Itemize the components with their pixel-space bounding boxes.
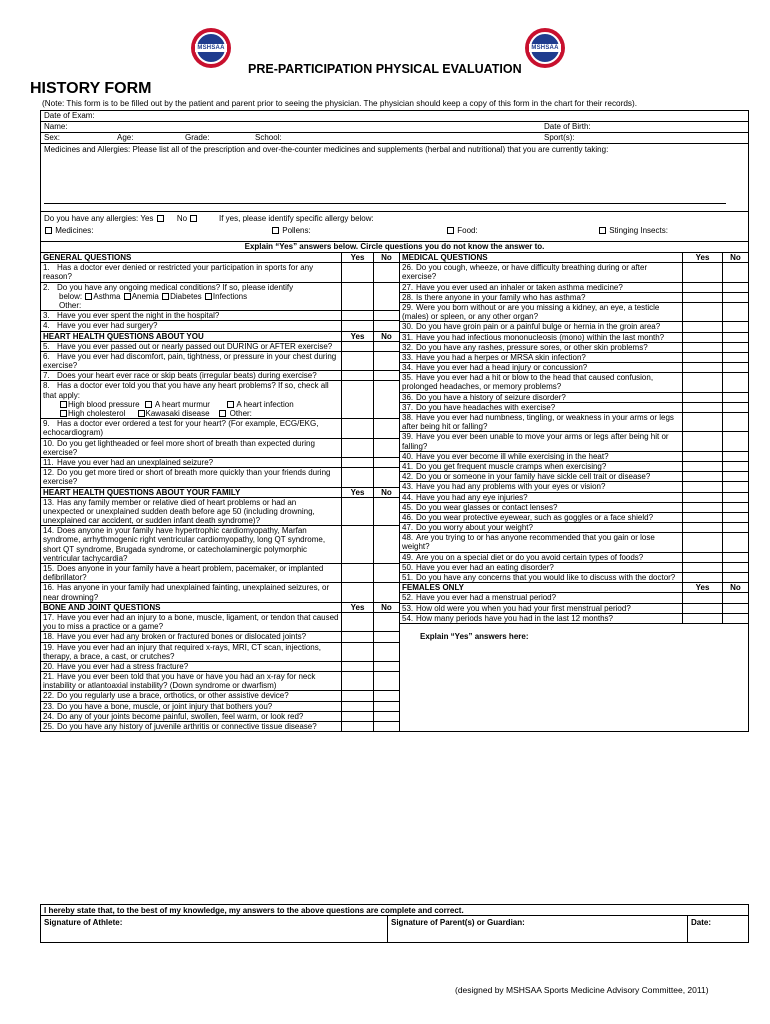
- yes-cell[interactable]: [341, 722, 373, 731]
- heart-infection-checkbox[interactable]: [227, 401, 234, 408]
- no-cell[interactable]: [722, 614, 748, 623]
- no-cell[interactable]: [722, 513, 748, 522]
- yes-cell[interactable]: [682, 482, 722, 491]
- question-row: 4. Have you ever had surgery?: [41, 321, 399, 331]
- no-cell[interactable]: [373, 419, 399, 437]
- yes-cell[interactable]: [341, 458, 373, 467]
- question-row: 38. Have you ever had numbness, tingling, or weakness in your arms or legs after being hit or falling?: [400, 413, 748, 432]
- no-cell[interactable]: [722, 462, 748, 471]
- no-cell[interactable]: [722, 432, 748, 450]
- question-row: 44. Have you had any eye injuries?: [400, 493, 748, 503]
- question-row: 21. Have you ever been told that you have or have you had an x-ray for neck instability or atlantoaxial instability? (Down syndrome or dwarfism): [41, 672, 399, 691]
- left-questions: [41, 253, 400, 731]
- question-row: 10. Do you get lightheaded or feel more short of breath than expected during exercise?: [41, 439, 399, 458]
- no-cell[interactable]: [373, 371, 399, 380]
- question-row: 53. How old were you when you had your first menstrual period?: [400, 604, 748, 614]
- yes-cell[interactable]: [341, 702, 373, 711]
- yes-cell[interactable]: [341, 419, 373, 437]
- food-checkbox[interactable]: [447, 227, 454, 234]
- question-row: 2. Do you have any ongoing medical conditions? If so, please identify below: Asthma Anemia Diabetes Infections Other:: [41, 283, 399, 312]
- yes-cell[interactable]: [341, 613, 373, 631]
- yes-cell[interactable]: [682, 573, 722, 582]
- question-row: 8. Has a doctor ever told you that you have any heart problems? If so, check all that apply: High blood pressure A heart murmur A heart infection High cholesterol Kawasaki disease Other:: [41, 381, 399, 419]
- grade-field[interactable]: Grade:: [185, 133, 210, 143]
- no-cell[interactable]: [722, 553, 748, 562]
- question-row: 27. Have you ever used an inhaler or taken asthma medicine?: [400, 283, 748, 293]
- no-cell[interactable]: [373, 381, 399, 418]
- yes-cell[interactable]: [682, 293, 722, 302]
- kawasaki-checkbox[interactable]: [138, 410, 145, 417]
- question-row: 29. Were you born without or are you missing a kidney, an eye, a testicle (males) or spleen, or any other organ?: [400, 303, 748, 322]
- no-cell[interactable]: [722, 503, 748, 512]
- question-row: 26. Do you cough, wheeze, or have difficulty breathing during or after exercise?: [400, 263, 748, 282]
- yes-cell[interactable]: [341, 526, 373, 563]
- infections-checkbox[interactable]: [205, 293, 212, 300]
- question-row: 15. Does anyone in your family have a heart problem, pacemaker, or implanted defibrillator?: [41, 564, 399, 583]
- question-row: 46. Do you wear protective eyewear, such as goggles or a face shield?: [400, 513, 748, 523]
- no-cell[interactable]: [373, 722, 399, 731]
- form-title: HISTORY FORM: [30, 80, 152, 97]
- no-cell[interactable]: [373, 321, 399, 330]
- question-row: 42. Do you or someone in your family have sickle cell trait or disease?: [400, 472, 748, 482]
- question-row: 50. Have you ever had an eating disorder?: [400, 563, 748, 573]
- yes-cell[interactable]: [682, 493, 722, 502]
- question-row: 20. Have you ever had a stress fracture?: [41, 662, 399, 672]
- yes-cell[interactable]: [341, 498, 373, 526]
- no-cell[interactable]: [373, 712, 399, 721]
- question-row: 49. Are you on a special diet or do you avoid certain types of foods?: [400, 553, 748, 563]
- form-note: (Note: This form is to be filled out by the patient and parent prior to seeing the physician. The physician should keep a copy of this form in the chart for their records).: [42, 99, 637, 108]
- no-cell[interactable]: [373, 583, 399, 601]
- no-cell[interactable]: [373, 702, 399, 711]
- yes-cell[interactable]: [682, 373, 722, 391]
- no-cell[interactable]: [722, 373, 748, 391]
- school-field[interactable]: School:: [255, 133, 282, 143]
- yes-cell[interactable]: [341, 321, 373, 330]
- no-cell[interactable]: [373, 283, 399, 311]
- pollens-checkbox[interactable]: [272, 227, 279, 234]
- info-row: [41, 133, 748, 144]
- parent-signature-field[interactable]: Signature of Parent(s) or Guardian:: [388, 916, 688, 942]
- question-row: 51. Do you have any concerns that you would like to discuss with the doctor?: [400, 573, 748, 583]
- question-row: 13. Has any family member or relative died of heart problems or had an unexpected or unexplained sudden death before age 50 (including drowning, unexplained car accident, or sudden infant death syndrome)?: [41, 498, 399, 527]
- yes-cell[interactable]: [682, 452, 722, 461]
- high-blood-pressure-checkbox[interactable]: [60, 401, 67, 408]
- sports-field[interactable]: Sport(s):: [544, 133, 575, 143]
- yes-cell[interactable]: [341, 381, 373, 418]
- section-header: MEDICAL QUESTIONS Yes No: [400, 253, 748, 263]
- yes-cell[interactable]: [682, 363, 722, 372]
- question-row: 31. Have you had infectious mononucleosis (mono) within the last month?: [400, 333, 748, 343]
- yes-cell[interactable]: [682, 303, 722, 321]
- question-row: 12. Do you get more tired or short of breath more quickly than your friends during exercise?: [41, 468, 399, 487]
- no-cell[interactable]: [373, 632, 399, 641]
- question-row: 41. Do you get frequent muscle cramps when exercising?: [400, 462, 748, 472]
- yes-cell[interactable]: [341, 643, 373, 661]
- question-row: 48. Are you trying to or has anyone recommended that you gain or lose weight?: [400, 533, 748, 552]
- medicines-area[interactable]: Medicines and Allergies: Please list all of the prescription and over-the-counter medicines and supplements (herbal and nutritional) that you are currently taking:: [41, 144, 748, 212]
- section-header: FEMALES ONLY Yes No: [400, 583, 748, 593]
- question-row: 19. Have you ever had an injury that required x-rays, MRI, CT scan, injections, therapy, a brace, a cast, or crutches?: [41, 643, 399, 662]
- yes-cell[interactable]: [341, 283, 373, 311]
- section-header: BONE AND JOINT QUESTIONS Yes No: [41, 603, 399, 613]
- yes-cell[interactable]: [341, 672, 373, 690]
- yes-cell[interactable]: [682, 503, 722, 512]
- mshsaa-logo: MSHSAA: [191, 28, 231, 68]
- question-row: 24. Do any of your joints become painful, swollen, feel warm, or look red?: [41, 712, 399, 722]
- section-header: HEART HEALTH QUESTIONS ABOUT YOUR FAMILY Yes No: [41, 488, 399, 498]
- no-cell[interactable]: [373, 526, 399, 563]
- no-cell[interactable]: [722, 353, 748, 362]
- no-cell[interactable]: [722, 293, 748, 302]
- yes-cell[interactable]: [682, 393, 722, 402]
- question-row: 9. Has a doctor ever ordered a test for your heart? (For example, ECG/EKG, echocardiogram): [41, 419, 399, 438]
- no-cell[interactable]: [722, 604, 748, 613]
- no-cell[interactable]: [373, 342, 399, 351]
- age-field[interactable]: Age:: [117, 133, 134, 143]
- question-row: 39. Have you ever been unable to move your arms or legs after being hit or falling?: [400, 432, 748, 451]
- yes-cell[interactable]: [341, 439, 373, 457]
- no-cell[interactable]: [722, 563, 748, 572]
- question-row: 18. Have you ever had any broken or fractured bones or dislocated joints?: [41, 632, 399, 642]
- yes-cell[interactable]: [341, 263, 373, 281]
- attestation-statement: I hereby state that, to the best of my knowledge, my answers to the above questions are complete and correct.: [41, 905, 748, 916]
- yes-cell[interactable]: [682, 432, 722, 450]
- yes-cell[interactable]: [682, 533, 722, 551]
- no-cell[interactable]: [722, 283, 748, 292]
- heart-other-checkbox[interactable]: [219, 410, 226, 417]
- asthma-checkbox[interactable]: [85, 293, 92, 300]
- mshsaa-logo: MSHSAA: [525, 28, 565, 68]
- no-cell[interactable]: [722, 322, 748, 331]
- question-row: 1. Has a doctor ever denied or restricted your participation in sports for any reason?: [41, 263, 399, 282]
- heart-murmur-checkbox[interactable]: [145, 401, 152, 408]
- question-row: 14. Does anyone in your family have hypertrophic cardiomyopathy, Marfan syndrome, arrhythmogenic right ventricular cardiomyopathy, long QT syndrome, short QT syndrome, Brugada syndrome, or catecholaminergic polymorphic ventricular tachycardia?: [41, 526, 399, 564]
- no-cell[interactable]: [373, 468, 399, 486]
- no-cell[interactable]: [373, 564, 399, 582]
- question-row: 34. Have you ever had a head injury or concussion?: [400, 363, 748, 373]
- no-cell[interactable]: [722, 482, 748, 491]
- yes-cell[interactable]: [682, 413, 722, 431]
- no-cell[interactable]: [722, 593, 748, 602]
- no-cell[interactable]: [373, 643, 399, 661]
- no-cell[interactable]: [373, 498, 399, 526]
- yes-cell[interactable]: [682, 263, 722, 281]
- no-cell[interactable]: [373, 311, 399, 320]
- medicines-checkbox[interactable]: [45, 227, 52, 234]
- question-row: 17. Have you ever had an injury to a bone, muscle, ligament, or tendon that caused you to miss a practice or a game?: [41, 613, 399, 632]
- question-row: 52. Have you ever had a menstrual period?: [400, 593, 748, 603]
- yes-cell[interactable]: [341, 342, 373, 351]
- footer-credit: (designed by MSHSAA Sports Medicine Advisory Committee, 2011): [455, 985, 709, 995]
- name-row: [41, 122, 748, 133]
- yes-cell[interactable]: [682, 604, 722, 613]
- yes-cell[interactable]: [682, 462, 722, 471]
- question-row: 35. Have you ever had a hit or blow to the head that caused confusion, prolonged headaches, or memory problems?: [400, 373, 748, 392]
- allergy-no-checkbox[interactable]: [190, 215, 197, 222]
- question-row: 23. Do you have a bone, muscle, or joint injury that bothers you?: [41, 702, 399, 712]
- history-form: [40, 110, 749, 732]
- yes-cell[interactable]: [682, 403, 722, 412]
- yes-cell[interactable]: [341, 712, 373, 721]
- yes-cell[interactable]: [682, 563, 722, 572]
- question-row: 22. Do you regularly use a brace, orthotics, or other assistive device?: [41, 691, 399, 701]
- yes-cell[interactable]: [341, 352, 373, 370]
- yes-cell[interactable]: [682, 513, 722, 522]
- yes-cell[interactable]: [682, 523, 722, 532]
- no-cell[interactable]: [373, 458, 399, 467]
- section-header: GENERAL QUESTIONS Yes No: [41, 253, 399, 263]
- no-cell[interactable]: [373, 439, 399, 457]
- no-cell[interactable]: [722, 493, 748, 502]
- yes-cell[interactable]: [682, 283, 722, 292]
- yes-cell[interactable]: [341, 583, 373, 601]
- sex-field[interactable]: Sex:: [44, 133, 61, 143]
- question-row: 33. Have you had a herpes or MRSA skin infection?: [400, 353, 748, 363]
- yes-cell[interactable]: [682, 553, 722, 562]
- yes-cell[interactable]: [682, 343, 722, 352]
- diabetes-checkbox[interactable]: [162, 293, 169, 300]
- high-cholesterol-checkbox[interactable]: [60, 410, 67, 417]
- no-cell[interactable]: [722, 413, 748, 431]
- yes-cell[interactable]: [682, 333, 722, 342]
- explain-answers-area[interactable]: Explain “Yes” answers here:: [420, 631, 529, 641]
- no-cell[interactable]: [373, 613, 399, 631]
- no-cell[interactable]: [722, 573, 748, 582]
- yes-cell[interactable]: [682, 472, 722, 481]
- question-row: 37. Do you have headaches with exercise?: [400, 403, 748, 413]
- no-cell[interactable]: [722, 303, 748, 321]
- athlete-signature-field[interactable]: Signature of Athlete:: [41, 916, 388, 942]
- no-cell[interactable]: [373, 691, 399, 700]
- question-tables: [41, 252, 748, 731]
- no-cell[interactable]: [722, 333, 748, 342]
- stinging-insects-checkbox[interactable]: [599, 227, 606, 234]
- no-cell[interactable]: [373, 263, 399, 281]
- no-cell[interactable]: [722, 263, 748, 281]
- question-row: 54. How many periods have you had in the last 12 months?: [400, 614, 748, 624]
- yes-cell[interactable]: [682, 353, 722, 362]
- no-cell[interactable]: [722, 403, 748, 412]
- no-cell[interactable]: [722, 393, 748, 402]
- date-of-exam-field[interactable]: Date of Exam:: [41, 111, 748, 122]
- yes-cell[interactable]: [341, 662, 373, 671]
- question-row: 47. Do you worry about your weight?: [400, 523, 748, 533]
- no-cell[interactable]: [722, 343, 748, 352]
- yes-cell[interactable]: [682, 593, 722, 602]
- question-row: 28. Is there anyone in your family who has asthma?: [400, 293, 748, 303]
- question-row: 36. Do you have a history of seizure disorder?: [400, 393, 748, 403]
- yes-cell[interactable]: [341, 564, 373, 582]
- question-row: 32. Do you have any rashes, pressure sores, or other skin problems?: [400, 343, 748, 353]
- question-row: 45. Do you wear glasses or contact lenses?: [400, 503, 748, 513]
- no-cell[interactable]: [722, 472, 748, 481]
- signature-block: [40, 904, 749, 943]
- date-field[interactable]: Date:: [691, 918, 712, 927]
- question-row: 5. Have you ever passed out or nearly passed out DURING or AFTER exercise?: [41, 342, 399, 352]
- question-row: 7. Does your heart ever race or skip beats (irregular beats) during exercise?: [41, 371, 399, 381]
- yes-cell[interactable]: [341, 468, 373, 486]
- right-questions: [400, 253, 748, 731]
- yes-cell[interactable]: [682, 614, 722, 623]
- yes-cell[interactable]: [341, 371, 373, 380]
- allergy-yes-checkbox[interactable]: [157, 215, 164, 222]
- question-row: 43. Have you had any problems with your eyes or vision?: [400, 482, 748, 492]
- name-field[interactable]: Name:: [44, 122, 68, 132]
- yes-cell[interactable]: [341, 311, 373, 320]
- dob-field[interactable]: Date of Birth:: [544, 122, 591, 132]
- question-row: 11. Have you ever had an unexplained seizure?: [41, 458, 399, 468]
- yes-cell[interactable]: [341, 632, 373, 641]
- explain-instructions: Explain “Yes” answers below. Circle questions you do not know the answer to.: [244, 242, 545, 251]
- no-cell[interactable]: [722, 452, 748, 461]
- no-cell[interactable]: [722, 363, 748, 372]
- question-row: 6. Have you ever had discomfort, pain, tightness, or pressure in your chest during exercise?: [41, 352, 399, 371]
- divider: [44, 203, 726, 204]
- question-row: 16. Has anyone in your family had unexplained fainting, unexplained seizures, or near drowning?: [41, 583, 399, 602]
- yes-cell[interactable]: [341, 691, 373, 700]
- no-cell[interactable]: [373, 672, 399, 690]
- yes-cell[interactable]: [682, 322, 722, 331]
- page-title: PRE-PARTICIPATION PHYSICAL EVALUATION: [248, 62, 522, 76]
- no-cell[interactable]: [373, 662, 399, 671]
- no-cell[interactable]: [373, 352, 399, 370]
- question-row: 3. Have you ever spent the night in the hospital?: [41, 311, 399, 321]
- section-header: HEART HEALTH QUESTIONS ABOUT YOU Yes No: [41, 332, 399, 342]
- no-cell[interactable]: [722, 533, 748, 551]
- no-cell[interactable]: [722, 523, 748, 532]
- question-row: 25. Do you have any history of juvenile arthritis or connective tissue disease?: [41, 722, 399, 731]
- allergy-area: Do you have any allergies: Yes No If yes, please identify specific allergy below: Medicines: Pollens: Food: Stinging Insects:: [41, 212, 748, 242]
- question-row: 40. Have you ever become ill while exercising in the heat?: [400, 452, 748, 462]
- question-row: 30. Do you have groin pain or a painful bulge or hernia in the groin area?: [400, 322, 748, 332]
- anemia-checkbox[interactable]: [124, 293, 131, 300]
